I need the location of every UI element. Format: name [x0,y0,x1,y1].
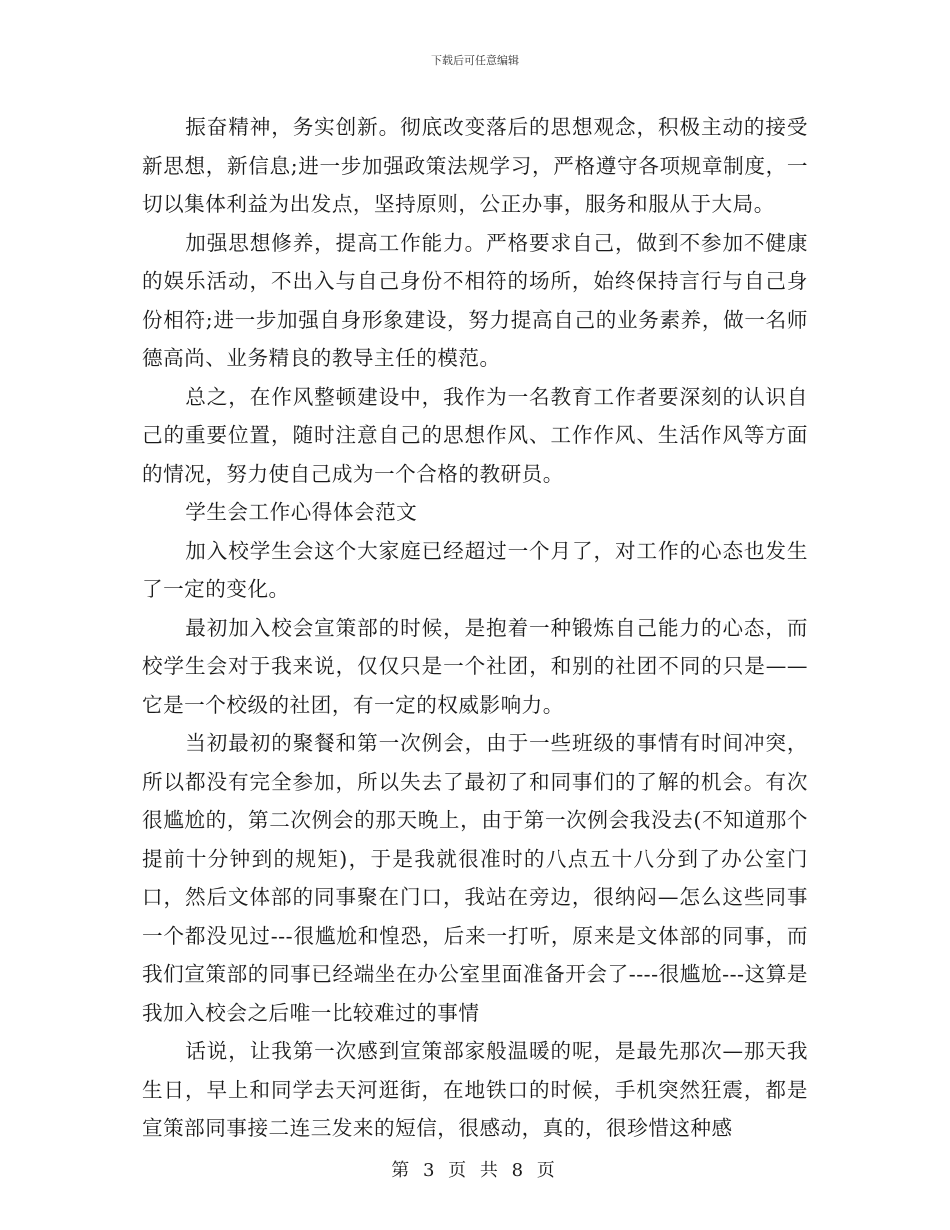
paragraph: 话说，让我第一次感到宣策部家般温暖的呢，是最先那次—那天我生日，早上和同学去天河逛街，在地铁口的时候，手机突然狂震，都是宣策部同事接二连三发来的短信，很感动，真的，很珍惜这种感 [142,1039,808,1140]
page-number-footer: 第 3 页 共 8 页 [391,1160,559,1181]
paragraph: 加入校学生会这个大家庭已经超过一个月了，对工作的心态也发生了一定的变化。 [142,538,808,601]
document-body [142,108,808,1148]
paragraph: 总之，在作风整顿建设中，我作为一名教育工作者要深刻的认识自己的重要位置，随时注意自己的思想作风、工作作风、生活作风等方面的情况，努力使自己成为一个合格的教研员。 [142,384,808,486]
paragraph: 加强思想修养，提高工作能力。严格要求自己，做到不参加不健康的娱乐活动，不出入与自己身份不相符的场所，始终保持言行与自己身份相符;进一步加强自身形象建设，努力提高自己的业务素养，做一名师德高尚、业务精良的教导主任的模范。 [142,230,808,370]
paragraph: 最初加入校会宣策部的时候，是抱着一种锻炼自己能力的心态，而校学生会对于我来说，仅仅只是一个社团，和别的社团不同的只是——它是一个校级的社团，有一定的权威影响力。 [142,615,808,717]
section-title: 学生会工作心得体会范文 [185,500,418,524]
page-header: 下载后可任意编辑 [431,54,519,67]
paragraph: 当初最初的聚餐和第一次例会，由于一些班级的事情有时间冲突，所以都没有完全参加，所以失去了最初了和同事们的了解的机会。有次很尴尬的，第二次例会的那天晚上，由于第一次例会我没去(不知道那个提前十分钟到的规矩)，于是我就很准时的八点五十八分到了办公室门口，然后文体部的同事聚在门口，我站在旁边，很纳闷—怎么这些同事一个都没见过---很尴尬和惶恐，后来一打听，原来是文体部的同事，而我们宣策部的同事已经端坐在办公室里面准备开会了----很尴尬---这算是我加入校会之后唯一比较难过的事情 [142,731,808,1025]
paragraph: 振奋精神，务实创新。彻底改变落后的思想观念，积极主动的接受新思想，新信息;进一步加强政策法规学习，严格遵守各项规章制度，一切以集体利益为出发点，坚持原则，公正办事，服务和服从于大局。 [142,115,808,216]
